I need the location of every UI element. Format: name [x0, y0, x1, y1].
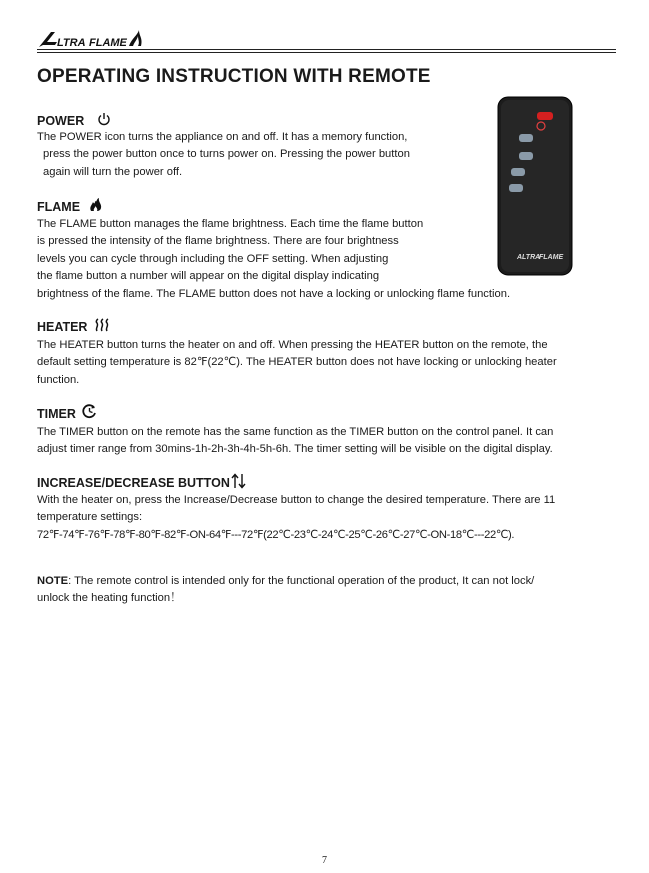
flame-line-2: is pressed the intensity of the flame brightness. There are four brightness — [37, 235, 399, 248]
flame-line-3: levels you can cycle through including the OFF setting. When adjusting — [37, 252, 389, 265]
header-rule-thin — [37, 52, 616, 53]
note-line-1-text: : The remote control is intended only for the functional operation of the product, It can not lock/ — [68, 575, 535, 587]
note-text — [37, 573, 534, 608]
heater-heading-label: HEATER — [37, 320, 88, 334]
timer-line-2: adjust timer range from 30mins-1h-2h-3h-4h-5h-6h. The timer setting will be visible on the digital display. — [37, 443, 553, 456]
increase-decrease-text — [37, 492, 555, 544]
header-rule — [37, 49, 616, 50]
flame-icon — [88, 197, 104, 213]
svg-text:LTRA: LTRA — [57, 37, 86, 49]
increase-decrease-heading — [37, 476, 230, 490]
increase-decrease-line-1: With the heater on, press the Increase/Decrease button to change the desired temperature. There are 11 — [37, 494, 556, 506]
heater-text — [37, 337, 557, 389]
power-text — [37, 129, 410, 181]
power-heading-label: POWER — [37, 114, 85, 128]
power-heading — [37, 114, 84, 128]
power-icon — [97, 112, 113, 128]
note-label: NOTE — [37, 575, 69, 587]
power-line-2: press the power button once to turns power on. Pressing the power button — [43, 148, 410, 161]
page-number: 7 — [322, 855, 327, 866]
temperature-settings-line: 72℉-74℉-76℉-78℉-80℉-82℉-ON-64℉---72℉(22℃-23℃-24℃-25℃-26℃-27℃-ON-18℃---22℃). — [37, 528, 515, 541]
svg-text:FLAME: FLAME — [539, 254, 564, 261]
increase-decrease-heading-label: INCREASE/DECREASE BUTTON — [37, 476, 230, 490]
flame-heading — [37, 200, 80, 214]
power-line-3: again will turn the power off. — [43, 165, 183, 178]
brand-logo — [37, 28, 147, 50]
timer-heading-label: TIMER — [37, 407, 76, 421]
timer-text — [37, 424, 553, 459]
heater-line-1: The HEATER button turns the heater on and off. When pressing the HEATER button on the remote, the — [37, 339, 548, 351]
flame-line-5: brightness of the flame. The FLAME button does not have a locking or unlocking flame function. — [37, 287, 511, 300]
heater-line-3: function. — [37, 373, 80, 386]
flame-line-4: the flame button a number will appear on the digital display indicating — [37, 270, 380, 283]
timer-heading — [37, 407, 76, 421]
heater-line-2: default setting temperature is 82℉(22℃). The HEATER button does not have locking or unlocking heater — [37, 356, 557, 369]
heater-icon — [94, 318, 110, 334]
flame-heading-label: FLAME — [37, 200, 81, 214]
increase-decrease-line-2: temperature settings: — [37, 511, 143, 524]
note-line-1 — [37, 573, 534, 590]
page-title: OPERATING INSTRUCTION WITH REMOTE — [37, 66, 431, 87]
up-down-arrows-icon — [231, 473, 247, 489]
flame-line-1: The FLAME button manages the flame brightness. Each time the flame button — [37, 218, 424, 230]
heater-heading — [37, 320, 87, 334]
power-line-1: The POWER icon turns the appliance on and off. It has a memory function, — [37, 131, 408, 143]
timer-line-1: The TIMER button on the remote has the same function as the TIMER button on the control panel. It can — [37, 426, 554, 438]
svg-text:FLAME: FLAME — [89, 37, 127, 49]
svg-text:ALTRA: ALTRA — [517, 254, 541, 261]
flame-text — [37, 216, 510, 303]
timer-icon — [82, 404, 98, 420]
note-line-2: unlock the heating function！ — [37, 592, 182, 605]
